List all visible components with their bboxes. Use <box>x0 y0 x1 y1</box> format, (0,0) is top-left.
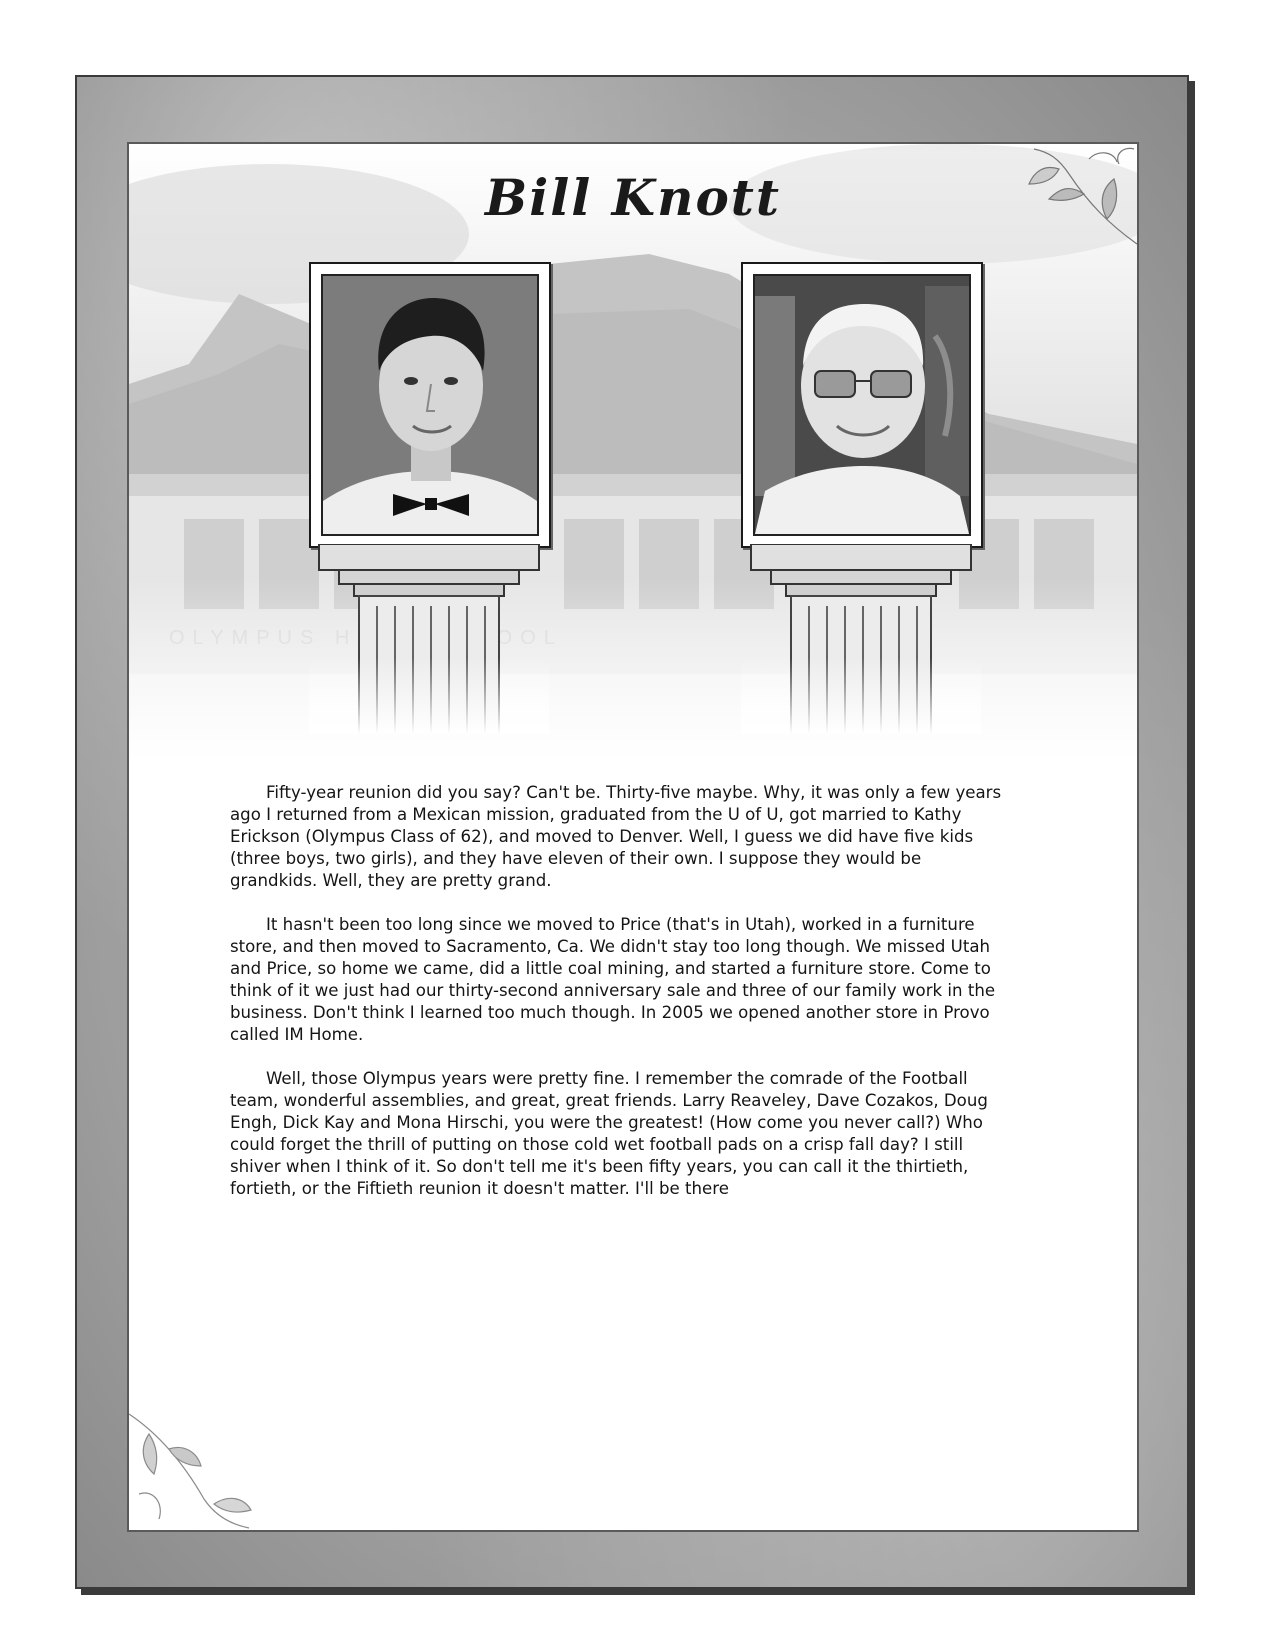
right-pillar <box>741 544 981 734</box>
page-title: Bill Knott <box>484 168 781 227</box>
paragraph-2: It hasn't been too long since we moved to Price (that's in Utah), worked in a furniture store, and then moved to Sacramento, Ca. We didn't stay too long though. We missed Utah and Price, so home we came, did a little coal mining, and started a furniture store. Come to think of it we just had our thirty-second anniversary sale and three of our family work in the business. Don't think I learned too much though. In 2005 we opened another store in Provo called IM Home. <box>230 915 996 1044</box>
biography-text <box>230 782 1005 1222</box>
yearbook-photo-frame <box>309 262 551 548</box>
paragraph-3: Well, those Olympus years were pretty fine. I remember the comrade of the Football team, wonderful assemblies, and great, great friends. Larry Reaveley, Dave Cozakos, Doug Engh, Dick Kay and Mona Hirschi, you were the greatest! (How come you never call?) Who could forget the thrill of putting on those cold wet football pads on a crisp fall day? I still shiver when I think of it. So don't tell me it's been fifty years, you can call it the thirtieth, fortieth, or the Fiftieth reunion it doesn't matter. I'll be there <box>230 1069 988 1198</box>
floral-ornament-bottom-left <box>129 1394 279 1530</box>
background-scene <box>129 144 1137 764</box>
content-panel <box>127 142 1139 1532</box>
page-frame <box>75 75 1189 1589</box>
paragraph-1: Fifty-year reunion did you say? Can't be. Thirty-five maybe. Why, it was only a few years ago I returned from a Mexican mission, graduated from the U of U, got married to Kathy Erickson (Olympus Class of 62), and moved to Denver. Well, I guess we did have five kids (three boys, two girls), and they have eleven of their own. I suppose they would be grandkids. Well, they are pretty grand. <box>230 783 1002 890</box>
left-pillar <box>309 544 549 734</box>
current-photo-frame <box>741 262 983 548</box>
current-photo <box>753 274 971 536</box>
yearbook-photo <box>321 274 539 536</box>
